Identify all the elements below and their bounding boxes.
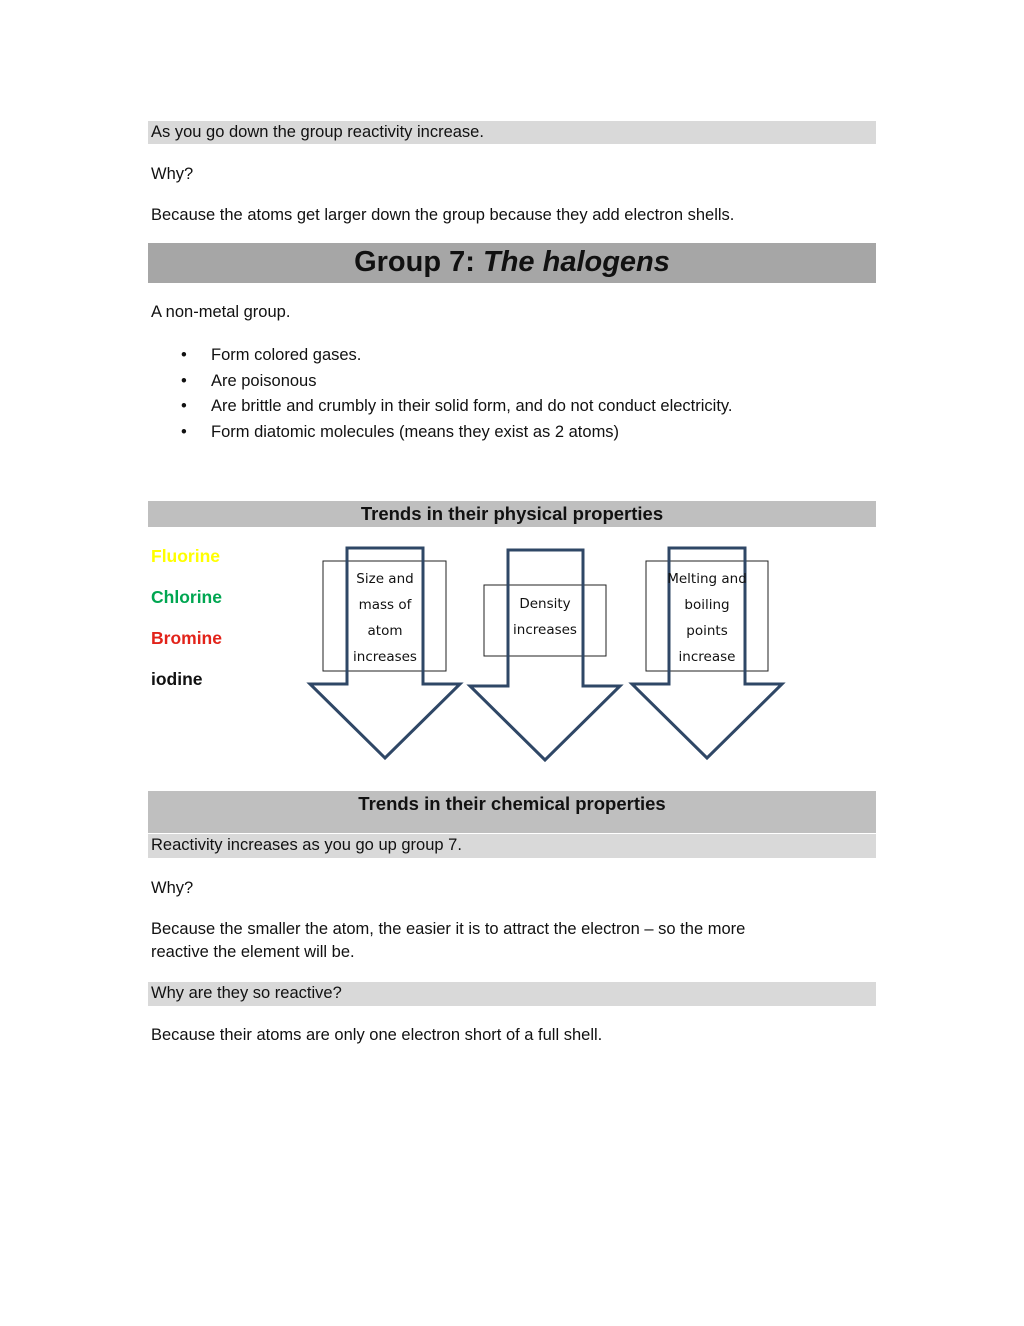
element-chlorine: Chlorine — [151, 587, 222, 607]
bullet-item: • Are brittle and crumbly in their solid form, and do not conduct electricity. — [151, 394, 733, 420]
because-text-2-line1: Because the smaller the atom, the easier it is to attract the electron – so the more — [151, 920, 746, 938]
property-bullet-list — [151, 343, 733, 445]
physical-heading: Trends in their physical properties — [360, 503, 664, 524]
trend-arrow-size — [310, 548, 460, 758]
trend-label-line: increases — [513, 622, 577, 638]
trend-label-line: Melting and — [667, 571, 747, 587]
chemical-heading-bar — [148, 791, 876, 833]
trend-label-line: mass of — [358, 597, 412, 613]
reactivity-down-text: As you go down the group reactivity increase. — [151, 123, 484, 141]
trend-label-line: increase — [678, 649, 736, 665]
group7-title-italic: The halogens — [482, 246, 670, 278]
trend-arrows-diagram — [300, 540, 800, 770]
trend-arrow-melting — [632, 548, 782, 758]
nonmetal-intro: A non-metal group. — [151, 303, 291, 321]
because-text-2-line2: reactive the element will be. — [151, 943, 355, 961]
because-text-1: Because the atoms get larger down the group because they add electron shells. — [151, 206, 735, 224]
bullet-item: • Are poisonous — [151, 369, 733, 395]
trend-label-line: boiling — [684, 597, 730, 613]
group7-title-plain: Group 7: — [354, 246, 483, 278]
chemical-heading: Trends in their chemical properties — [358, 793, 666, 814]
reactivity-down-bar — [148, 121, 876, 144]
trend-label-line: Size and — [356, 571, 414, 587]
element-iodine: iodine — [151, 669, 203, 689]
physical-heading-bar — [148, 501, 876, 527]
reactivity-up-text: Reactivity increases as you go up group 7. — [151, 836, 462, 854]
trend-label-line: increases — [353, 649, 417, 665]
why-text-2: Why? — [151, 879, 194, 897]
bullet-item: • Form colored gases. — [151, 343, 733, 369]
why-reactive-text: Why are they so reactive? — [151, 984, 342, 1002]
element-fluorine: Fluorine — [151, 546, 221, 566]
why-text-1: Why? — [151, 165, 194, 183]
trend-label-line: Density — [519, 596, 571, 612]
answer-text: Because their atoms are only one electron short of a full shell. — [151, 1026, 603, 1044]
trend-arrow-density — [470, 550, 620, 760]
group7-title-bar — [148, 243, 876, 283]
group7-title — [148, 244, 876, 280]
trend-label-line: atom — [367, 623, 403, 639]
reactivity-up-bar — [148, 834, 876, 858]
bullet-item: • Form diatomic molecules (means they exist as 2 atoms) — [151, 420, 733, 446]
trend-label-line: points — [686, 623, 728, 639]
why-reactive-bar — [148, 982, 876, 1006]
element-bromine: Bromine — [151, 628, 222, 648]
